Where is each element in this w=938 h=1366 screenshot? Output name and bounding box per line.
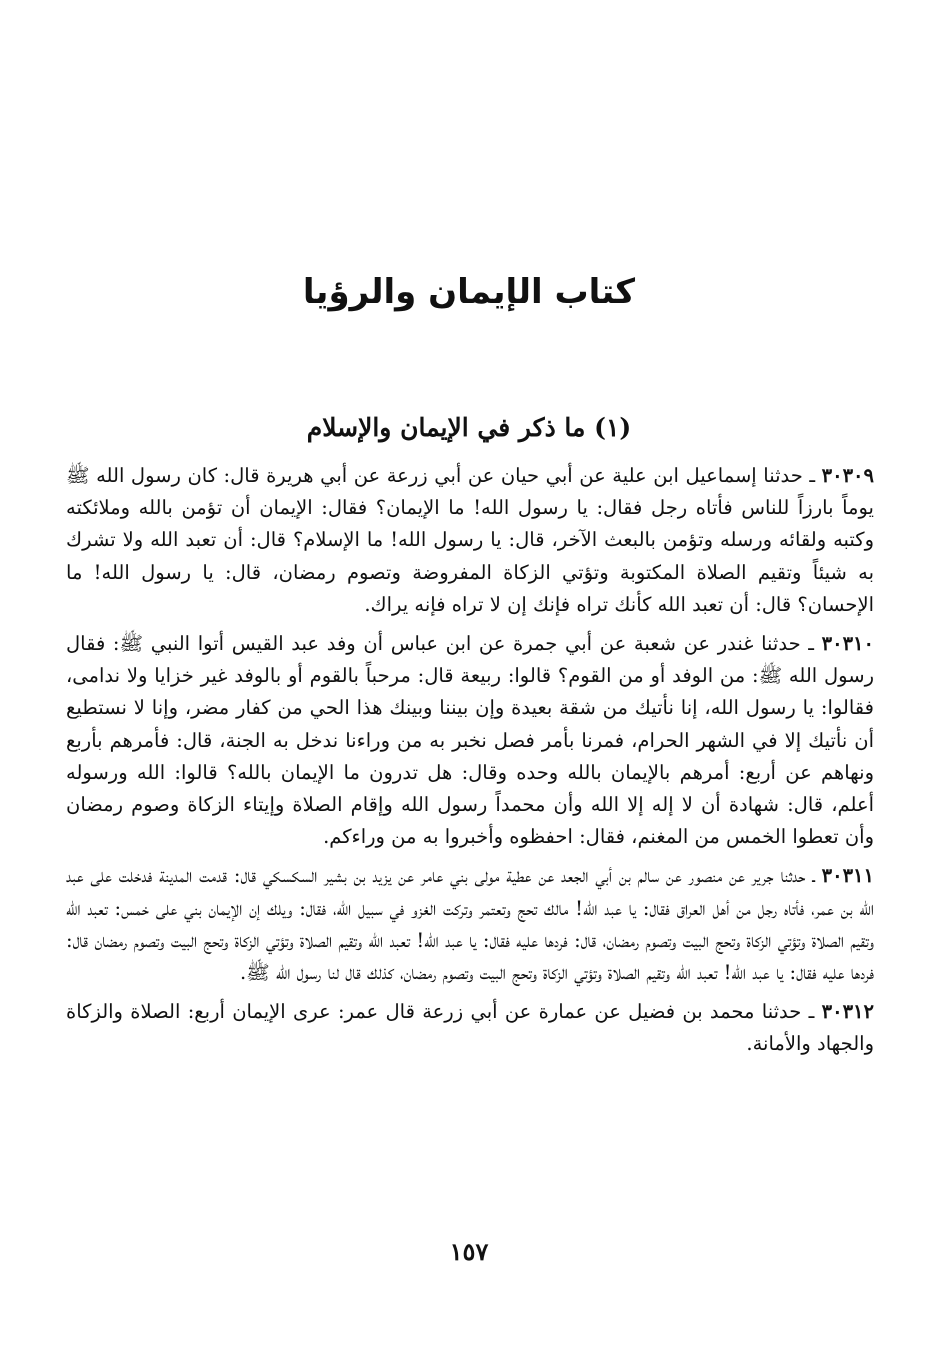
hadith-number: ٣٠٣١١: [821, 864, 875, 888]
hadith-text: ـ حدثنا محمد بن فضيل عن عمارة عن أبي زرعة قال عمر: عرى الإيمان أربع: الصلاة والزكاة والجهاد والأمانة.: [66, 1000, 874, 1056]
hadith-number: ٣٠٣٠٩: [821, 464, 874, 487]
hadith-30309: [66, 460, 874, 621]
hadith-30311: [66, 860, 874, 989]
chapter-title: (١) ما ذكر في الإيمان والإسلام: [306, 413, 632, 442]
hadith-text: ـ حدثنا جرير عن منصور عن سالم بن أبي الجعد عن عطية مولى بني عامر عن يزيد بن بشير السكسكي قال: قدمت المدينة فدخلت على عبد الله بن عمر، فأتاه رجل من أهل العراق فقال: يا عبد الله! مالك تحج وتعتمر وتركت الغزو في سبيل الله، فقال: ويلك إن الإيمان بني على خمس: تعبد الله وتقيم الصلاة وتؤتي الزكاة وتحج البيت وتصوم رمضان، قال: فردها عليه فقال: يا عبد الله! تعبد الله وتقيم الصلاة وتؤتي الزكاة وتحج البيت وتصوم رمضان قال: فردها عليه فقال: يا عبد الله! تعبد الله وتقيم الصلاة وتؤتي الزكاة وتحج البيت وتصوم رمضان، كذلك قال لنا رسول الله ﷺ.: [66, 864, 874, 985]
hadith-text: ـ حدثنا إسماعيل ابن علية عن أبي حيان عن أبي زرعة عن أبي هريرة قال: كان رسول الله ﷺ يوماً بارزاً للناس فأتاه رجل فقال: يا رسول الله! ما الإيمان؟ فقال: الإيمان أن تؤمن بالله وملائكته وكتبه ولقائه ورسله وتؤمن بالبعث الآخر، قال: يا رسول الله! ما الإسلام؟ قال: أن تعبد الله ولا تشرك به شيئاً وتقيم الصلاة المكتوبة وتؤتي الزكاة المفروضة وتصوم رمضان، قال: يا رسول الله! ما الإحسان؟ قال: أن تعبد الله كأنك تراه فإنك إن لا تراه فإنه يراك.: [66, 464, 874, 616]
hadith-30312: [66, 996, 874, 1060]
hadith-list: [66, 460, 874, 1068]
hadith-30310: [66, 628, 874, 853]
hadith-number: ٣٠٣١٢: [821, 1000, 875, 1024]
book-title: كتاب الإيمان والرؤيا: [302, 272, 636, 312]
hadith-text: ـ حدثنا غندر عن شعبة عن أبي جمرة عن ابن عباس أن وفد عبد القيس أتوا النبي ﷺ: فقال رسول الله ﷺ: من الوفد أو من القوم؟ قالوا: ربيعة قال: مرحباً بالقوم أو بالوفد غير خزايا ولا ندامى، فقالوا: يا رسول الله، إنا نأتيك من شقة بعيدة وإن بيننا وبينك هذا الحي من كفار مضر، وإنا لا نستطيع أن نأتيك إلا في الشهر الحرام، فمرنا بأمر فصل نخبر به من وراءنا ندخل به الجنة، قال: فأمرهم بأربع ونهاهم عن أربع: أمرهم بالإيمان بالله وحده وقال: هل تدرون ما الإيمان بالله؟ قالوا: الله ورسوله أعلم، قال: شهادة أن لا إله إلا الله وأن محمداً رسول الله وإقام الصلاة وإيتاء الزكاة وصوم رمضان وأن تعطوا الخمس من المغنم، فقال: احفظوه وأخبروا به من وراءكم.: [66, 632, 874, 849]
hadith-number: ٣٠٣١٠: [821, 632, 875, 656]
page-number: ١٥٧: [449, 1237, 489, 1266]
